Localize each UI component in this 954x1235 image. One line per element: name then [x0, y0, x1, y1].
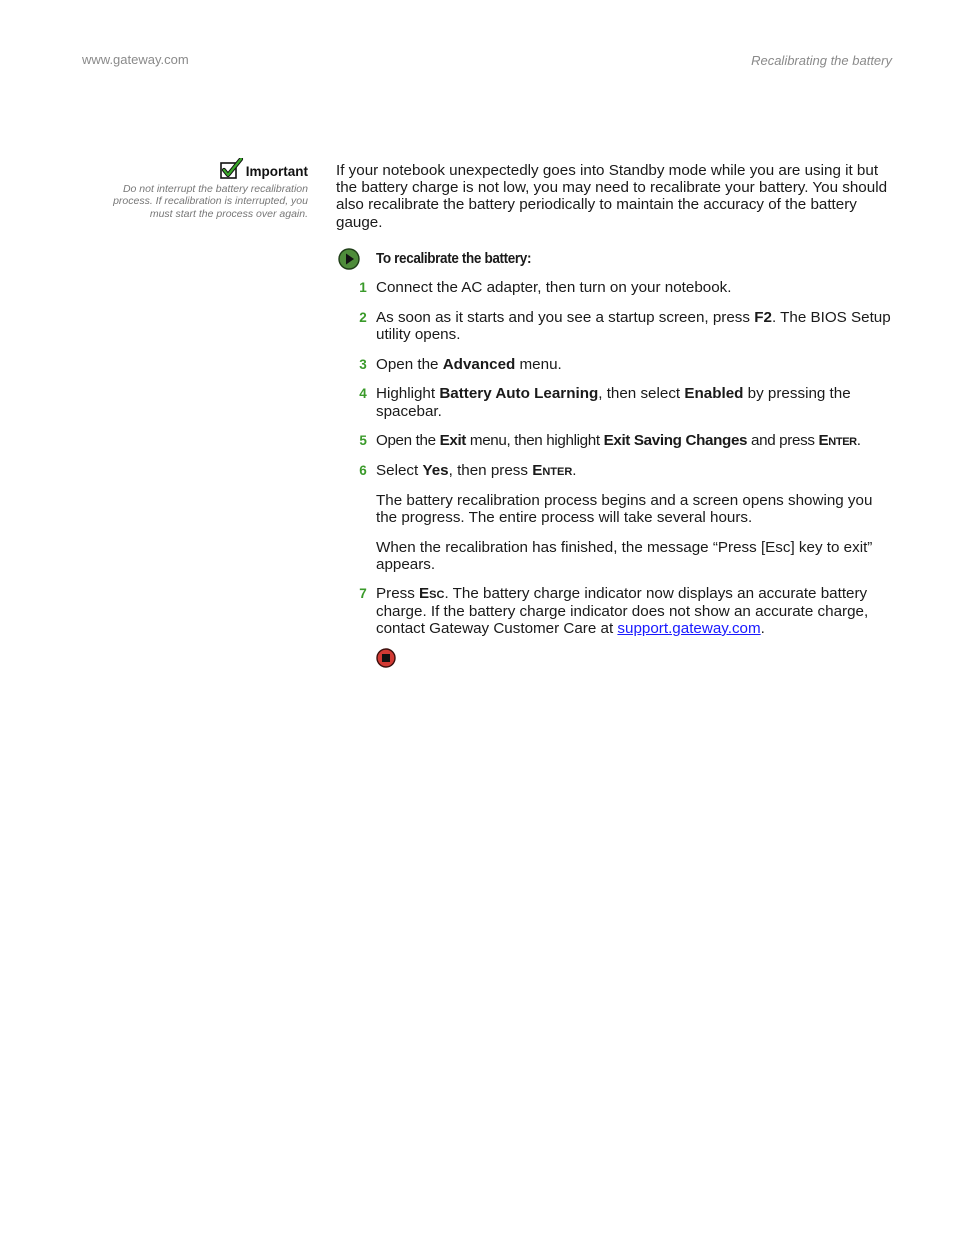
support-link[interactable]: support.gateway.com: [617, 619, 761, 637]
step-list: [336, 279, 896, 674]
step-text: by pressing the spacebar.: [376, 385, 851, 420]
note-title: Important: [245, 164, 308, 179]
header-url: www.gateway.com: [82, 52, 189, 67]
important-note: [100, 158, 308, 220]
step-text: Select: [376, 461, 423, 479]
step-6-detail: The battery recalibration process begins and a screen opens showing you the progress. The entire process will take several hours.: [376, 491, 873, 526]
procedure-title: To recalibrate the battery:: [376, 250, 532, 267]
setting-name: Battery Auto Learning: [439, 385, 599, 403]
main-content: [336, 162, 896, 637]
step-7: [336, 585, 896, 637]
step-number: 7: [359, 586, 367, 602]
menu-name: Advanced: [442, 355, 516, 373]
step-text: Connect the AC adapter, then turn on your notebook.: [376, 279, 732, 296]
key-name: Enter: [818, 432, 857, 450]
step-number: 1: [359, 280, 367, 295]
step-text: . The battery charge indicator now displays an accurate battery charge. If the battery charge indicator does not show an accurate charge, contact Gateway Customer Care at: [376, 585, 869, 637]
procedure-heading: [336, 248, 896, 270]
key-name: Esc: [419, 585, 445, 603]
step-text: menu, then highlight: [466, 432, 604, 450]
option-name: Yes: [422, 461, 449, 479]
step-text: Press: [376, 585, 420, 603]
step-number: 4: [359, 386, 367, 402]
step-text: Open the: [376, 432, 440, 450]
step-text: .: [572, 461, 577, 479]
header-section-title: Recalibrating the battery: [751, 53, 892, 68]
step-text: , then press: [448, 461, 533, 479]
step-number: 5: [359, 433, 367, 449]
setting-value: Enabled: [684, 385, 744, 403]
step-text: As soon as it starts and you see a startup screen, press: [376, 308, 755, 326]
checkmark-icon: [220, 158, 244, 180]
stop-icon: [376, 648, 396, 668]
key-name: F2: [754, 308, 772, 326]
menu-item-name: Exit Saving Changes: [603, 432, 748, 450]
key-name: Enter: [532, 461, 573, 479]
step-number: 6: [359, 462, 367, 478]
step-number: 2: [359, 309, 367, 325]
step-text: Open the: [376, 355, 443, 373]
step-text: .: [760, 619, 765, 637]
step-3: [336, 356, 896, 373]
step-text: .: [856, 432, 861, 450]
step-number: 3: [359, 356, 367, 372]
step-text: , then select: [598, 385, 685, 403]
step-6-completion-note: When the recalibration has finished, the message “Press [Esc] key to exit” appears.: [376, 538, 873, 573]
step-5: [336, 432, 896, 449]
step-text: menu.: [515, 355, 562, 373]
step-text: . The BIOS Setup utility opens.: [376, 308, 891, 343]
step-1: [336, 279, 896, 296]
step-4: [336, 385, 896, 419]
step-6: [336, 462, 896, 479]
step-text: Highlight: [376, 385, 440, 403]
menu-name: Exit: [439, 432, 467, 450]
note-text: Do not interrupt the battery recalibration process. If recalibration is interrupted, you must start the process over again.: [113, 183, 308, 220]
intro-paragraph: If your notebook unexpectedly goes into Standby mode while you are using it but the battery charge is not low, you may need to recalibrate your battery. You should also recalibrate the battery periodically to maintain the accuracy of the battery gauge.: [336, 162, 888, 231]
play-icon: [338, 248, 360, 270]
step-text: and press: [747, 432, 819, 450]
step-2: [336, 309, 896, 343]
